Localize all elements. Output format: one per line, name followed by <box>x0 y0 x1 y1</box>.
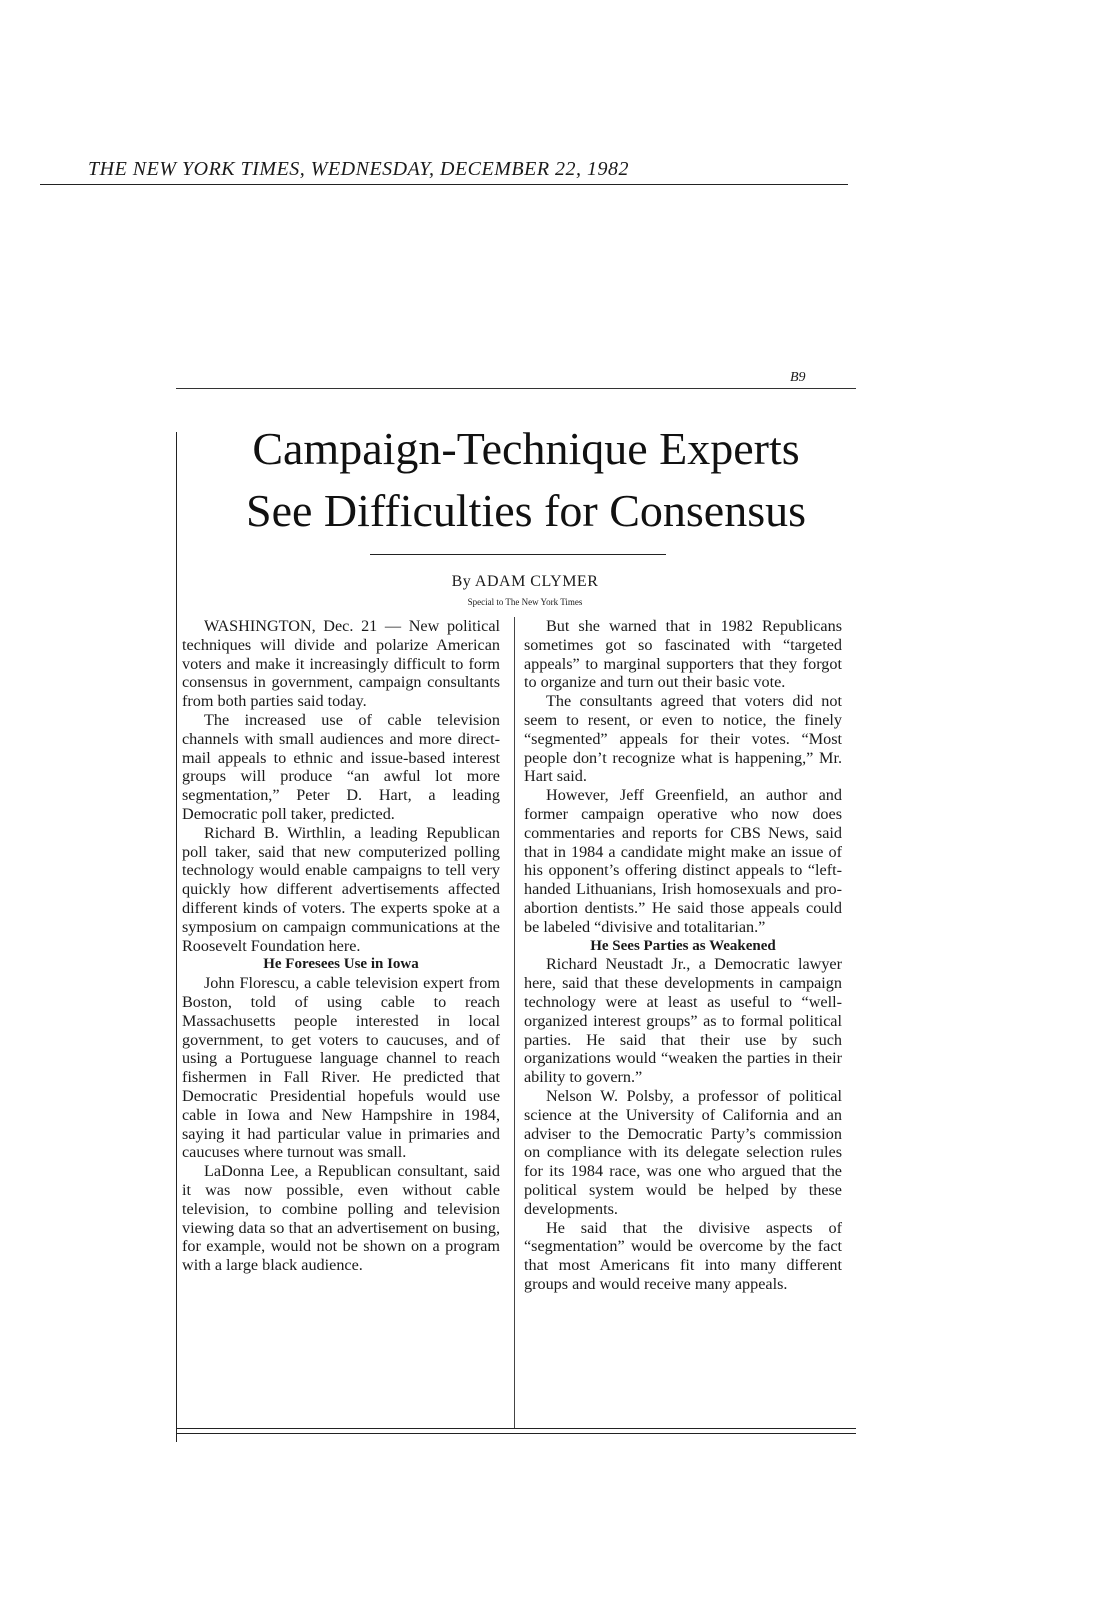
page-number: B9 <box>790 370 806 385</box>
paragraph: The consultants agreed that voters did not seem to resent, or even to notice, the finely “segmented” appeals for their votes. “Most people don’t recognize what is happening,” Mr. Hart said. <box>524 692 842 786</box>
paragraph: Nelson W. Polsby, a professor of political science at the University of California and an adviser to the Democratic Party’s commission on compliance with its delegate selection rules for its 1984 race, was one who argued that the political system would be helped by these developments. <box>524 1086 842 1218</box>
column-separator <box>514 617 515 1429</box>
article-left-border <box>176 432 177 1442</box>
byline-credit: Special to The New York Times <box>467 597 583 607</box>
article-bottom-rule <box>176 1428 856 1429</box>
paragraph: WASHINGTON, Dec. 21 — New political techniques will divide and polarize American voters and make it increasingly difficult to form consensus in government, campaign consultants from both parties said today. <box>182 617 500 711</box>
article-bottom-rule-double <box>176 1433 856 1434</box>
header-rule <box>40 184 848 185</box>
paragraph: He said that the divisive aspects of “segmentation” would be overcome by the fact that most Americans fit into many different groups and would receive many appeals. <box>524 1218 842 1293</box>
article-top-rule <box>176 388 856 389</box>
paragraph: The increased use of cable television channels with small audiences and more direct-mail appeals to ethnic and issue-based interest groups will produce “an awful lot more segmentation,” Peter D. Hart, a leading Democratic poll taker, predicted. <box>182 710 500 823</box>
headline-rule <box>370 554 666 555</box>
subhead-parties: He Sees Parties as Weakened <box>590 937 776 954</box>
newspaper-dateline: THE NEW YORK TIMES, WEDNESDAY, DECEMBER 22, 1982 <box>88 158 630 180</box>
paragraph: John Florescu, a cable television expert from Boston, told of using cable to reach Massachusetts people interested in local government, to get voters to caucuses, and of using a Portuguese language channel to reach fishermen in Fall River. He predicted that Democratic Presidential hopefuls would use cable in Iowa and New Hampshire in 1984, saying it had particular value in primaries and caucuses where turnout was small. <box>182 974 500 1162</box>
byline: By ADAM CLYMER <box>451 573 599 590</box>
paragraph: LaDonna Lee, a Republican consultant, said it was now possible, even without cable television, to combine polling and television viewing data so that an advertisement on busing, for example, would not be shown on a program with a large black audience. <box>182 1162 500 1275</box>
headline <box>186 418 866 542</box>
left-column <box>182 617 500 1275</box>
right-column <box>524 617 842 1294</box>
paragraph: But she warned that in 1982 Republicans sometimes got so fascinated with “targeted appeals” to marginal supporters that they forgot to organize and turn out their basic vote. <box>524 617 842 692</box>
paragraph: However, Jeff Greenfield, an author and former campaign operative who now does commentaries and reports for CBS News, said that in 1984 a candidate might make an issue of his opponent’s offering distinct appeals to “left-handed Lithuanians, Irish homosexuals and pro-abortion dentists.” He said those appeals could be labeled “divisive and totalitarian.” <box>524 786 842 936</box>
headline-line-1: Campaign-Technique Experts <box>252 423 800 474</box>
paragraph: Richard Neustadt Jr., a Democratic lawyer here, said that these developments in campaign technology were at least as useful to “well-organized interest groups” as to formal political parties. He said that their use by such organizations would “weaken the parties in their ability to govern.” <box>524 955 842 1087</box>
subhead-iowa: He Foresees Use in Iowa <box>263 956 419 973</box>
headline-line-2: See Difficulties for Consensus <box>245 485 807 536</box>
paragraph: Richard B. Wirthlin, a leading Republican poll taker, said that new computerized polling technology would enable campaigns to tell very quickly how different advertisements affected different kinds of voters. The experts spoke at a symposium on campaign communications at the Roosevelt Foundation here. <box>182 823 500 955</box>
